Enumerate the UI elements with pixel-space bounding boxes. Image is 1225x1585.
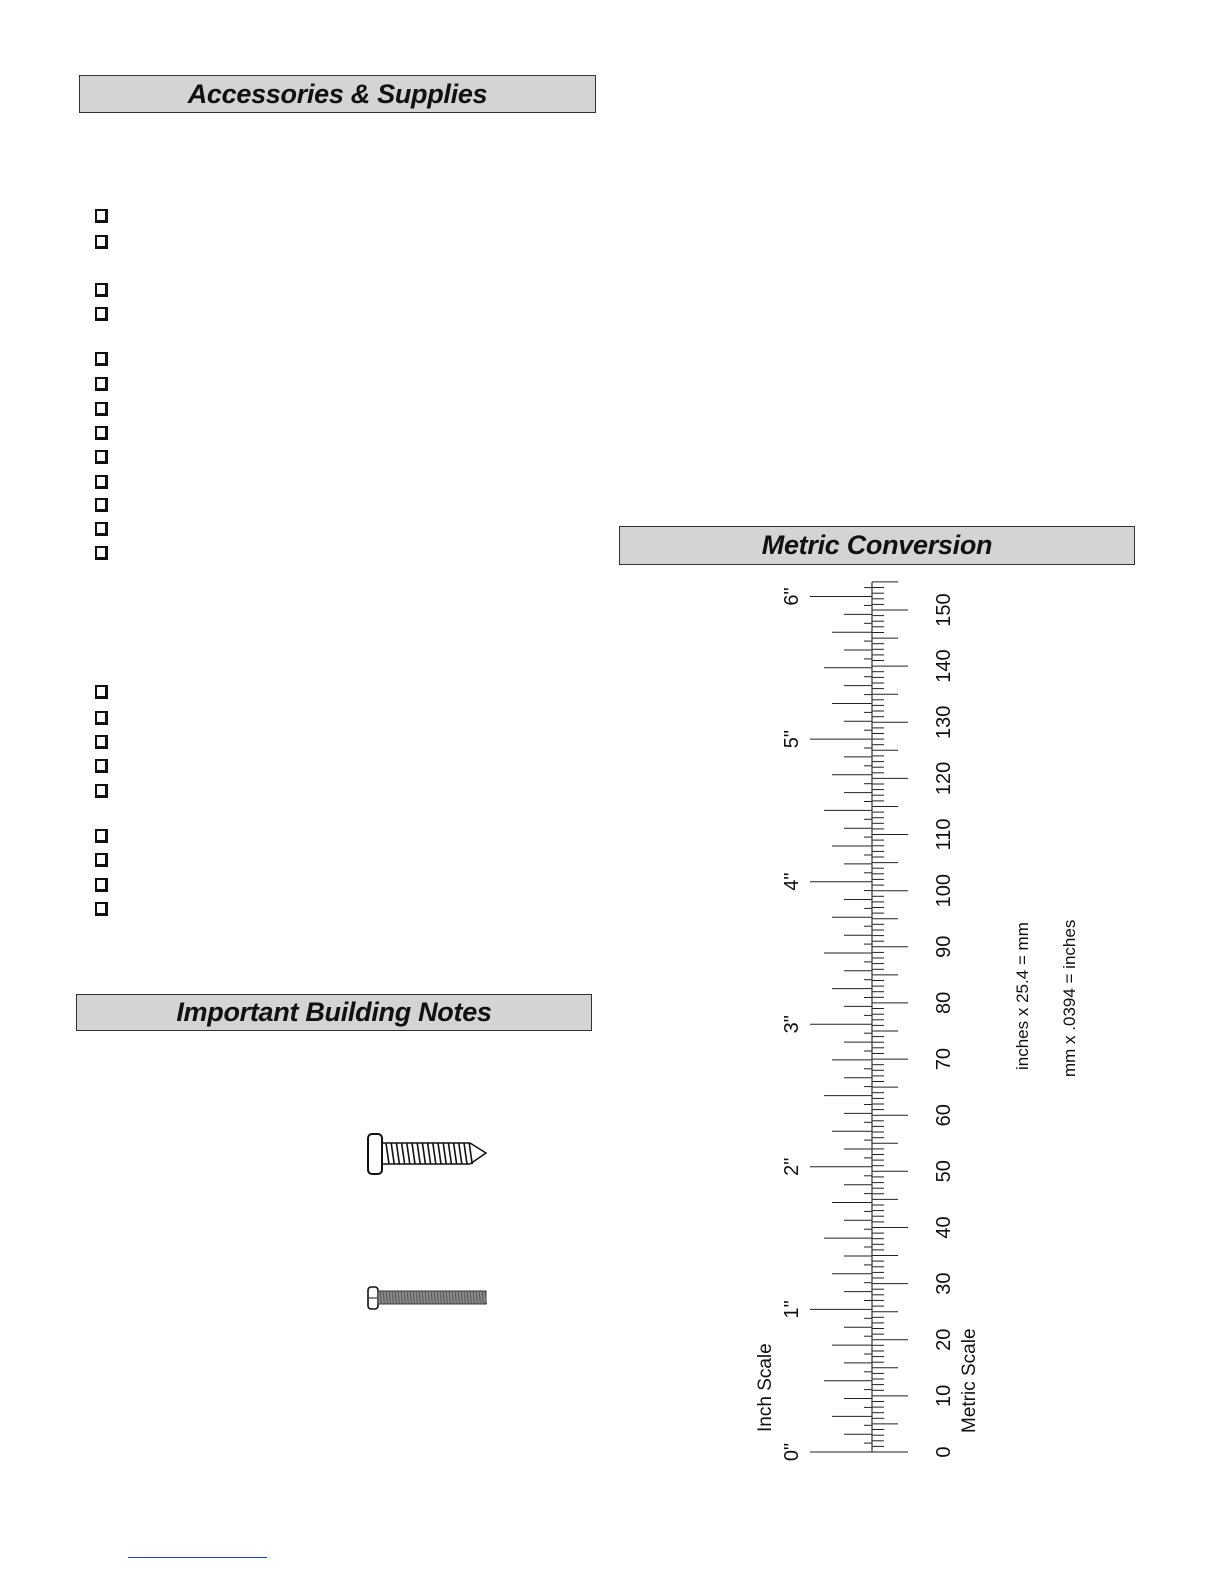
mm-tick-label: 150 — [933, 593, 955, 627]
checkbox[interactable] — [95, 759, 108, 773]
mm-tick-label: 90 — [933, 935, 955, 958]
mm-tick-label: 40 — [933, 1216, 955, 1239]
mm-to-inches-formula: mm x .0394 = inches — [1060, 919, 1079, 1077]
mm-tick-label: 120 — [933, 761, 955, 796]
mm-tick-label: 100 — [933, 874, 955, 908]
inch-tick-label: 5" — [781, 729, 803, 749]
checkbox[interactable] — [95, 307, 108, 321]
checkbox[interactable] — [95, 475, 108, 489]
sheet-metal-screw-icon — [366, 1131, 492, 1177]
mm-tick-label: 0 — [933, 1446, 955, 1458]
checkbox[interactable] — [95, 735, 108, 749]
checkbox[interactable] — [95, 878, 108, 892]
checkbox[interactable] — [95, 711, 108, 725]
mm-tick-label: 140 — [933, 649, 955, 683]
checkbox[interactable] — [95, 235, 108, 249]
footer-rule — [128, 1557, 267, 1558]
checkbox[interactable] — [95, 209, 108, 223]
checkbox[interactable] — [95, 829, 108, 843]
building-notes-header — [76, 994, 592, 1031]
checkbox[interactable] — [95, 853, 108, 867]
checkbox[interactable] — [95, 685, 108, 699]
metric-scale-label: Metric Scale — [959, 1328, 980, 1433]
accessories-header — [79, 75, 596, 113]
metric-conversion-header — [619, 526, 1135, 565]
inch-tick-label: 0" — [781, 1442, 803, 1462]
inch-tick-label: 1" — [781, 1300, 803, 1319]
mm-tick-label: 60 — [933, 1104, 955, 1127]
inch-tick-label: 6" — [781, 587, 803, 606]
checkbox[interactable] — [95, 784, 108, 798]
metric-conversion-title: Metric Conversion — [761, 530, 993, 560]
checkbox[interactable] — [95, 352, 108, 366]
mm-tick-label: 110 — [933, 818, 955, 851]
checkbox[interactable] — [95, 522, 108, 536]
checkbox[interactable] — [95, 426, 108, 440]
inches-to-mm-formula: inches x 25.4 = mm — [1013, 922, 1032, 1070]
checkbox[interactable] — [95, 498, 108, 512]
mm-tick-label: 80 — [933, 991, 955, 1015]
checkbox[interactable] — [95, 450, 108, 464]
mm-tick-label: 50 — [933, 1160, 955, 1183]
building-notes-title: Important Building Notes — [176, 997, 492, 1027]
inch-tick-label: 3" — [781, 1015, 803, 1034]
accessories-title: Accessories & Supplies — [187, 78, 488, 109]
checkbox[interactable] — [95, 377, 108, 391]
machine-screw-icon — [366, 1285, 490, 1311]
checkbox[interactable] — [95, 402, 108, 416]
inch-scale-label: Inch Scale — [755, 1343, 776, 1432]
mm-tick-label: 10 — [933, 1384, 955, 1408]
checkbox[interactable] — [95, 546, 108, 560]
checkbox[interactable] — [95, 902, 108, 916]
mm-tick-label: 70 — [933, 1047, 955, 1071]
mm-tick-label: 130 — [933, 705, 955, 739]
mm-tick-label: 20 — [933, 1328, 955, 1351]
inch-tick-label: 2" — [781, 1157, 803, 1176]
inch-tick-label: 4" — [781, 872, 803, 891]
mm-tick-label: 30 — [933, 1272, 955, 1295]
checkbox[interactable] — [95, 283, 108, 297]
